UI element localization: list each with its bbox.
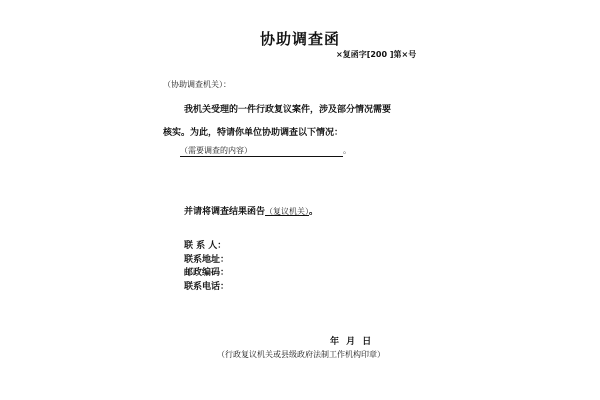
- reply-prefix: 并请将调查结果函告: [184, 207, 266, 217]
- investigation-content-placeholder: （需要调查的内容）: [180, 145, 343, 157]
- document-title: 协助调查函: [259, 30, 340, 48]
- addressee-line: （协助调查机关）：: [163, 80, 231, 89]
- reply-period: 。: [309, 207, 319, 217]
- seal-note: （行政复议机关或县级政府法制工作机构印章）: [217, 350, 385, 359]
- body-paragraph-1: 我机关受理的一件行政复议案件，涉及部分情况需要: [184, 105, 392, 115]
- investigation-content-line: [180, 145, 351, 157]
- body-paragraph-2: 核实。为此，特请你单位协助调查以下情况：: [163, 128, 344, 138]
- contact-phone-label: 联系电话：: [184, 281, 230, 292]
- contact-address-label: 联系地址：: [184, 254, 230, 265]
- document-number: ×复函字[200 ]第×号: [336, 50, 417, 59]
- contact-postcode-label: 邮政编码：: [184, 268, 230, 278]
- content-period: 。: [343, 146, 351, 155]
- contact-person-label: 联 系 人：: [184, 241, 227, 251]
- reply-request-line: [184, 204, 318, 217]
- date-line: 年 月 日: [330, 337, 374, 347]
- contact-block: [184, 240, 229, 294]
- reply-target-placeholder: （复议机关）: [265, 207, 310, 216]
